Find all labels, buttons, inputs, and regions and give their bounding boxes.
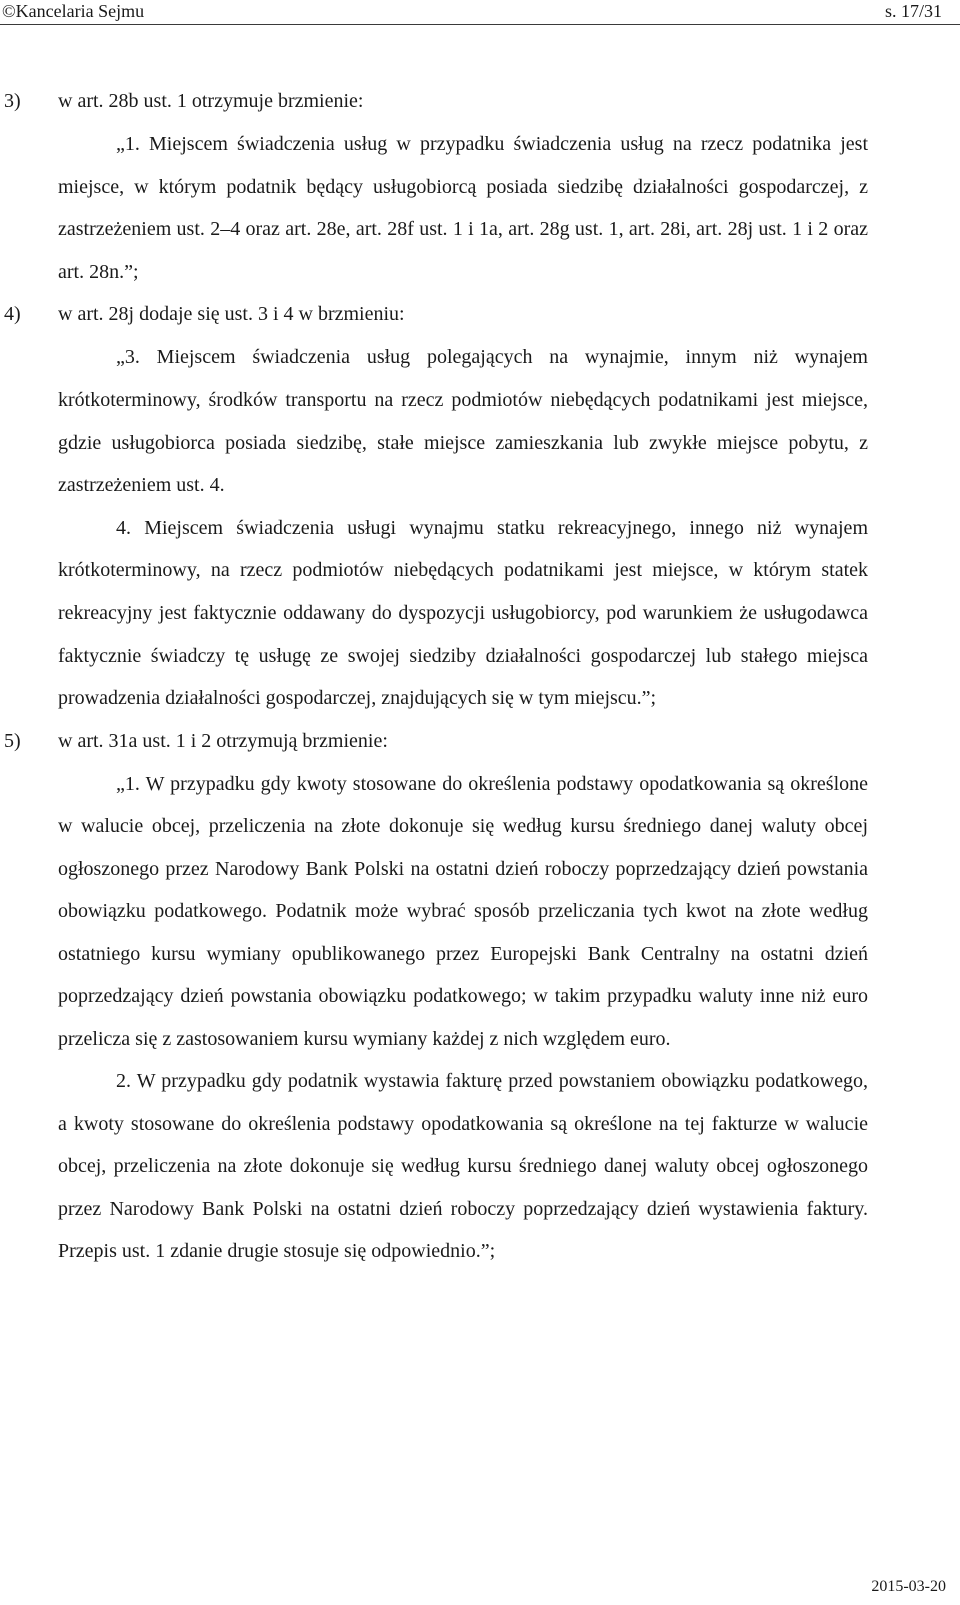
quoted-paragraph [0,1060,960,1273]
item-text: w art. 31a ust. 1 i 2 otrzymują brzmienie: [58,729,388,752]
footer-date: 2015-03-20 [871,1578,946,1595]
paragraph-text: 4. Miejscem świadczenia usługi wynajmu statku rekreacyjnego, innego niż wynajem krótkoterminowy, na rzecz podmiotów niebędących podatnikami jest miejsce, w którym statek rekreacyjny jest faktycznie oddawany do dyspozycji usługobiorcy, pod warunkiem że usługodawca faktycznie świadczy tę usługę ze swojej siedziby działalności gospodarczej lub stałego miejsca prowadzenia działalności gospodarczej, znajdujących się w tym miejscu.”; [58,516,868,710]
list-item-4 [0,293,960,336]
document-body [0,80,960,1273]
item-number: 3) [4,90,21,112]
paragraph-text: „3. Miejscem świadczenia usług polegających na wynajmie, innym niż wynajem krótkoterminowy, środków transportu na rzecz podmiotów niebędących podatnikami jest miejsce, gdzie usługobiorca posiada siedzibę, stałe miejsce zamieszkania lub zwykłe miejsce pobytu, z zastrzeżeniem ust. 4. [58,346,868,497]
paragraph-text: „1. Miejscem świadczenia usług w przypadku świadczenia usług na rzecz podatnika jest miejsce, w którym podatnik będący usługobiorcą posiada siedzibę działalności gospodarczej, z zastrzeżeniem ust. 2–4 oraz art. 28e, art. 28f ust. 1 i 1a, art. 28g ust. 1, art. 28i, art. 28j ust. 1 i 2 oraz art. 28n.”; [58,133,868,283]
quoted-paragraph [0,336,960,506]
list-item-3 [0,80,960,123]
quoted-paragraph [0,763,960,1061]
item-number: 5) [4,729,21,752]
item-text: w art. 28b ust. 1 otrzymuje brzmienie: [58,90,364,112]
page-number: s. 17/31 [884,1,942,21]
item-text: w art. 28j dodaje się ust. 3 i 4 w brzmieniu: [58,303,405,326]
paragraph-text: „1. W przypadku gdy kwoty stosowane do określenia podstawy opodatkowania są określone w walucie obcej, przeliczenia na złote dokonuje się według kursu średniego danej waluty obcej ogłoszonego przez Narodowy Bank Polski na ostatni dzień roboczy poprzedzający dzień powstania obowiązku podatkowego. Podatnik może wybrać sposób przeliczania tych kwot na złote według ostatniego kursu wymiany opublikowanego przez Europejski Bank Centralny na ostatni dzień poprzedzający dzień powstania obowiązku podatkowego; w takim przypadku waluty inne niż euro przelicza się z zastosowaniem kursu wymiany każdej z nich względem euro. [58,772,868,1050]
paragraph-text: 2. W przypadku gdy podatnik wystawia fakturę przed powstaniem obowiązku podatkowego, a kwoty stosowane do określenia podstawy opodatkowania są określone na tej fakturze w walucie obcej, przeliczenia na złote dokonuje się według kursu średniego danej waluty obcej ogłoszonego przez Narodowy Bank Polski na ostatni dzień roboczy poprzedzający dzień wystawienia faktury. Przepis ust. 1 zdanie drugie stosuje się odpowiednio.”; [58,1070,868,1263]
quoted-paragraph [0,507,960,720]
list-item-5 [0,720,960,763]
copyright-label: ©Kancelaria Sejmu [2,1,145,21]
item-number: 4) [4,303,21,326]
quoted-paragraph [0,123,960,293]
page-header [0,0,960,25]
